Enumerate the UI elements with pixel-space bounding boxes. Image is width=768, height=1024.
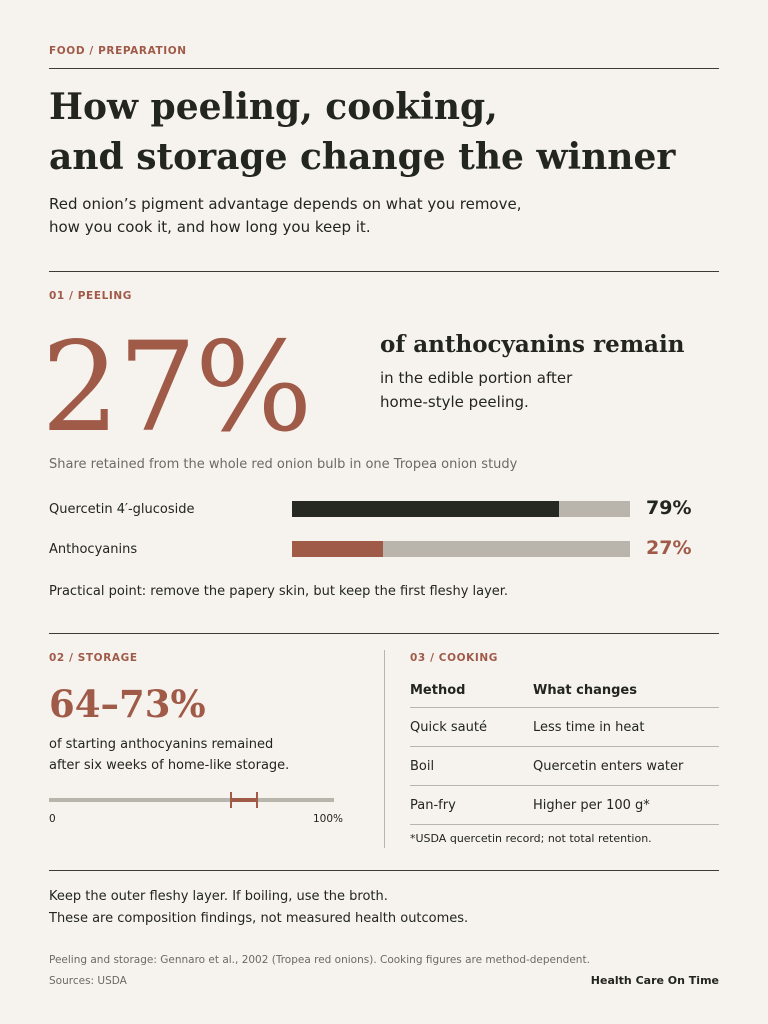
takeaway-line-1: Keep the outer fleshy layer. If boiling, use the broth. (49, 889, 388, 904)
sources-line: Sources: USDA (49, 975, 127, 987)
storage-range-band (231, 798, 257, 802)
infographic-page (41, 0, 719, 1024)
peeling-stat-heading: of anthocyanins remain (380, 331, 685, 358)
takeaway (49, 886, 468, 930)
table-row (410, 747, 719, 786)
storage-text (49, 734, 289, 776)
peeling-kicker: 01 / PEELING (49, 290, 133, 302)
peeling-divider (49, 271, 719, 272)
bar-fill (292, 541, 383, 557)
column-header-changes: What changes (533, 673, 719, 708)
cooking-footnote: *USDA quercetin record; not total retention. (410, 832, 652, 845)
peeling-stat-line-1: in the edible portion after (380, 369, 573, 387)
bar-label: Anthocyanins (49, 542, 138, 557)
practical-point: Practical point: remove the papery skin, but keep the first fleshy layer. (49, 584, 509, 599)
peeling-caption: Share retained from the whole red onion bulb in one Tropea onion study (49, 457, 518, 472)
bar-row-anthocyanins (49, 537, 719, 561)
storage-big-stat: 64–73% (49, 682, 206, 726)
page-title (49, 82, 675, 182)
column-divider (384, 650, 385, 848)
range-axis-max: 100% (313, 813, 344, 825)
table-row (410, 786, 719, 825)
storage-line-1: of starting anthocyanins remained (49, 737, 274, 752)
bar-track (292, 501, 630, 517)
bar-fill (292, 501, 559, 517)
change-cell: Higher per 100 g* (533, 786, 719, 825)
peeling-stat-line-2: home-style peeling. (380, 393, 529, 411)
peeling-stat-text (380, 366, 572, 414)
storage-kicker: 02 / STORAGE (49, 652, 138, 664)
lede-line-2: how you cook it, and how long you keep it. (49, 218, 371, 236)
column-header-method: Method (410, 673, 533, 708)
method-cell: Quick sauté (410, 708, 533, 747)
cooking-kicker: 03 / COOKING (410, 652, 498, 664)
lede-line-1: Red onion’s pigment advantage depends on what you remove, (49, 195, 522, 213)
storage-range-high-tick (256, 792, 258, 808)
section-kicker: FOOD / PREPARATION (49, 45, 187, 57)
storage-line-2: after six weeks of home-like storage. (49, 758, 290, 773)
cooking-table (410, 673, 719, 825)
bar-value-label: 79% (646, 497, 692, 519)
source-note: Peeling and storage: Gennaro et al., 2002 (Tropea red onions). Cooking figures are method-dependent. (49, 954, 590, 966)
header-divider (49, 68, 719, 69)
storage-range-low-tick (230, 792, 232, 808)
change-cell: Quercetin enters water (533, 747, 719, 786)
table-header-row (410, 673, 719, 708)
bar-track (292, 541, 630, 557)
method-cell: Boil (410, 747, 533, 786)
takeaway-line-2: These are composition findings, not measured health outcomes. (49, 911, 469, 926)
bar-label: Quercetin 4′-glucoside (49, 502, 195, 517)
table-row (410, 708, 719, 747)
page-title-line-1: How peeling, cooking, (49, 86, 498, 128)
method-cell: Pan-fry (410, 786, 533, 825)
takeaway-divider (49, 870, 719, 871)
storage-range-track (49, 798, 334, 802)
bar-row-quercetin (49, 497, 719, 521)
change-cell: Less time in heat (533, 708, 719, 747)
range-axis-min: 0 (49, 813, 56, 825)
peeling-big-stat: 27% (41, 316, 311, 460)
brand-name: Health Care On Time (590, 974, 719, 987)
bar-value-label: 27% (646, 537, 692, 559)
lower-divider (49, 633, 719, 634)
lede (49, 193, 521, 239)
page-title-line-2: and storage change the winner (49, 136, 676, 178)
